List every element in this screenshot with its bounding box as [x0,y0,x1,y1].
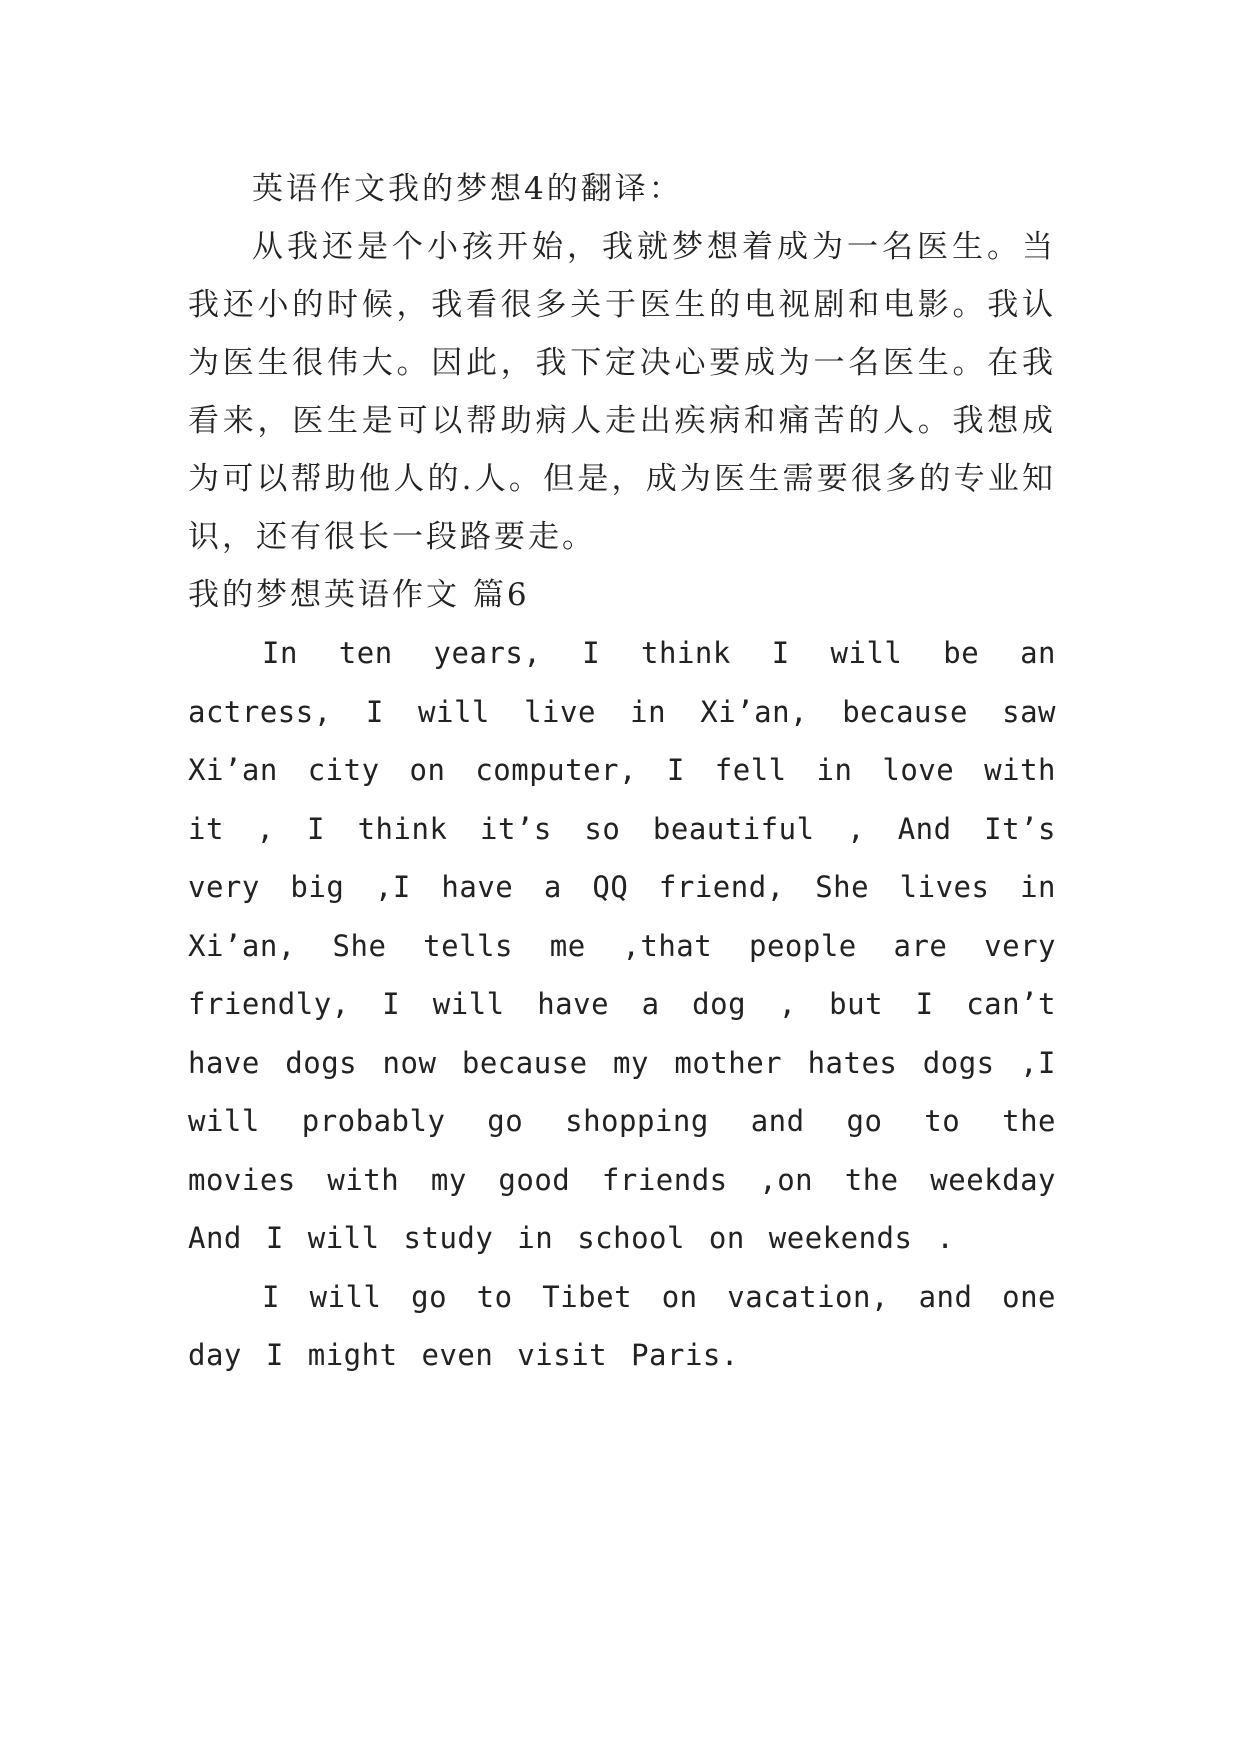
document-page [188,160,1056,1385]
english-paragraph-2: I will go to Tibet on vacation, and one day I might even visit Paris. [188,1279,1056,1372]
section-title: 我的梦想英语作文 篇6 [188,577,530,613]
translation-heading: 英语作文我的梦想4的翻译： [252,171,683,207]
english-paragraph-1: In ten years, I think I will be an actress, I will live in Xi’an, because saw Xi’an city on computer, I fell in love with it , I think it’s so beautiful , And It’s very big ,I have a QQ friend, She lives in Xi’an, She tells me ,that people are very friendly, I will have a dog , but I can’t have dogs now because my mother hates dogs ,I will probably go shopping and go to the movies with my good friends ,on the weekday And I will study in school on weekends . [188,636,1056,1255]
translation-paragraph: 从我还是个小孩开始，我就梦想着成为一名医生。当我还小的时候，我看很多关于医生的电视剧和电影。我认为医生很伟大。因此，我下定决心要成为一名医生。在我看来，医生是可以帮助病人走出疾病和痛苦的人。我想成为可以帮助他人的.人。但是，成为医生需要很多的专业知识，还有很长一段路要走。 [188,229,1056,555]
